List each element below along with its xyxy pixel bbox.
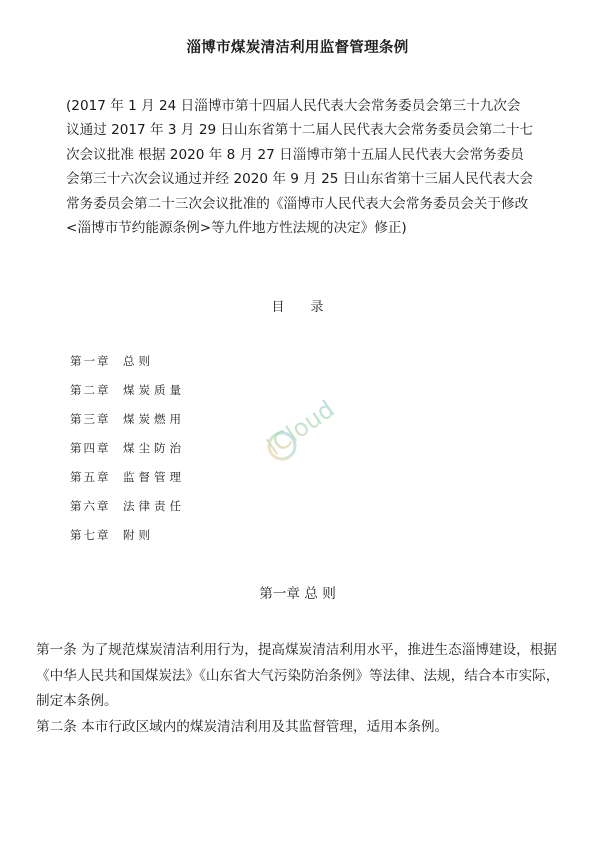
watermark-text: iCloud	[261, 394, 340, 462]
article: 第二条 本市行政区域内的煤炭清洁利用及其监督管理，适用本条例。	[36, 718, 449, 735]
toc-item[interactable]	[70, 380, 185, 409]
toc-chapter-name: 附则	[123, 528, 154, 542]
toc-heading	[0, 296, 595, 315]
toc-chapter-number: 第三章	[70, 412, 111, 426]
articles	[36, 638, 560, 740]
toc-chapter-number: 第七章	[70, 528, 111, 542]
toc-chapter-number: 第四章	[70, 441, 111, 455]
toc-chapter-name: 煤尘防治	[123, 441, 185, 455]
toc-chapter-name: 煤炭燃用	[123, 412, 185, 426]
toc-chapter-name: 监督管理	[123, 470, 185, 484]
toc-chapter-name: 煤炭质量	[123, 383, 185, 397]
toc-chapter-number: 第五章	[70, 470, 111, 484]
toc-chapter-name: 法律责任	[123, 499, 185, 513]
article: 第一条 为了规范煤炭清洁利用行为，提高煤炭清洁利用水平，推进生态淄博建设，根据《中华人民共和国煤炭法》《山东省大气污染防治条例》等法律、法规，结合本市实际，制定本条例。	[36, 642, 560, 709]
toc-chapter-number: 第一章	[70, 354, 111, 368]
cloud-watermark-logo	[260, 380, 370, 470]
toc-chapter-name: 总则	[123, 354, 154, 368]
toc-chapter-number: 第二章	[70, 383, 111, 397]
toc-item[interactable]	[70, 351, 185, 380]
preamble: (2017 年 1 月 24 日淄博市第十四届人民代表大会常务委员会第三十九次会议通过 2017 年 3 月 29 日山东省第十二届人民代表大会常务委员会第二十七次会议批准 根据 2020 年 8 月 27 日淄博市第十五届人民代表大会常务委员会第三十六次会议通过并经 2020 年 9 月 25 日山东省第十三届人民代表大会常务委员会第二十三次会议批准的《淄博市人民代表大会常务委员会关于修改<淄博市节约能源条例>等九件地方性法规的决定》修正)	[66, 98, 534, 237]
toc-chapter-number: 第六章	[70, 499, 111, 513]
document-title: 淄博市煤炭清洁利用监督管理条例	[186, 40, 409, 56]
toc-item[interactable]	[70, 467, 185, 496]
toc-item[interactable]	[70, 438, 185, 467]
toc-item[interactable]	[70, 409, 185, 438]
toc-item[interactable]	[70, 525, 185, 554]
toc-heading-text: 目录	[271, 300, 350, 315]
chapter-heading: 第一章 总 则	[259, 586, 336, 602]
table-of-contents	[70, 351, 185, 554]
toc-item[interactable]	[70, 496, 185, 525]
